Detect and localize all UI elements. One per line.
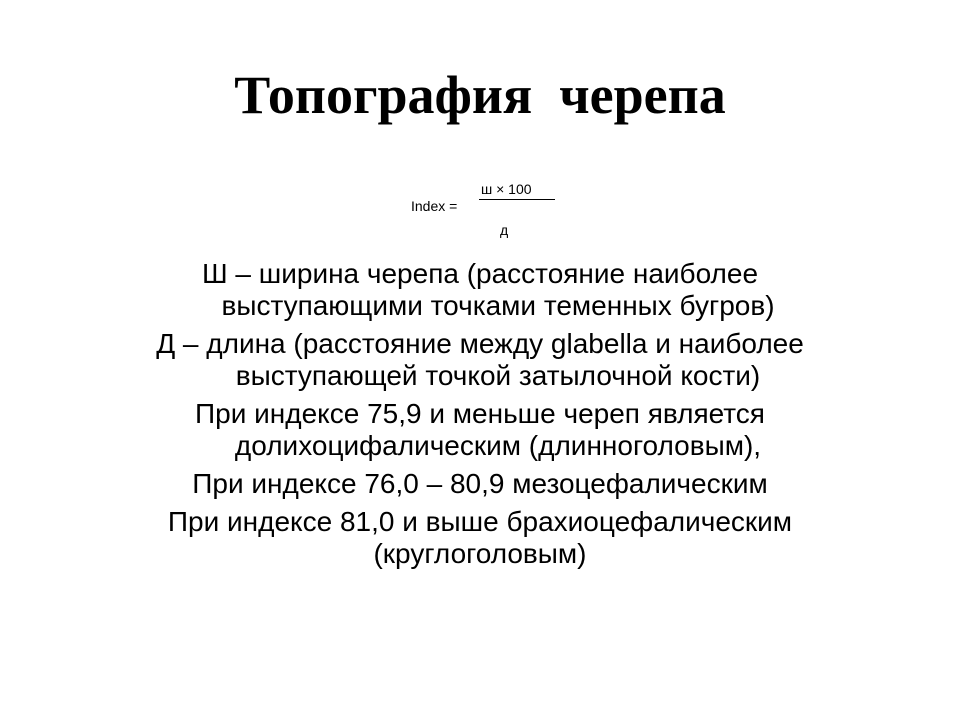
formula-denominator: д [500, 222, 509, 238]
paragraph-brachycephalic [100, 506, 860, 570]
paragraph-line: выступающей точкой затылочной кости) [235, 360, 761, 391]
paragraph-line: При индексе 81,0 и выше брахиоцефалическим [167, 506, 793, 537]
paragraph-mesocephalic [100, 468, 860, 500]
slide-title: Топография черепа [234, 65, 726, 125]
paragraph-line: (круглоголовым) [373, 538, 587, 569]
paragraph-line: При индексе 76,0 – 80,9 мезоцефалическим [192, 468, 768, 499]
paragraph-length-definition [100, 328, 860, 392]
paragraph-line: Д – длина (расстояние между glabella и наиболее [156, 328, 804, 359]
paragraph-line: Ш – ширина черепа (расстояние наиболее [201, 258, 759, 289]
formula-lhs: Index = [411, 198, 458, 214]
paragraph-line: выступающими точками теменных бугров) [221, 290, 775, 321]
slide-body [100, 258, 860, 576]
fraction-bar [479, 199, 555, 200]
paragraph-line: При индексе 75,9 и меньше череп является [195, 398, 765, 429]
index-formula [411, 178, 571, 242]
paragraph-dolichocephalic [100, 398, 860, 462]
paragraph-line: долихоцифалическим (длинноголовым), [234, 430, 762, 461]
paragraph-width-definition [100, 258, 860, 322]
formula-numerator: ш × 100 [481, 181, 532, 197]
